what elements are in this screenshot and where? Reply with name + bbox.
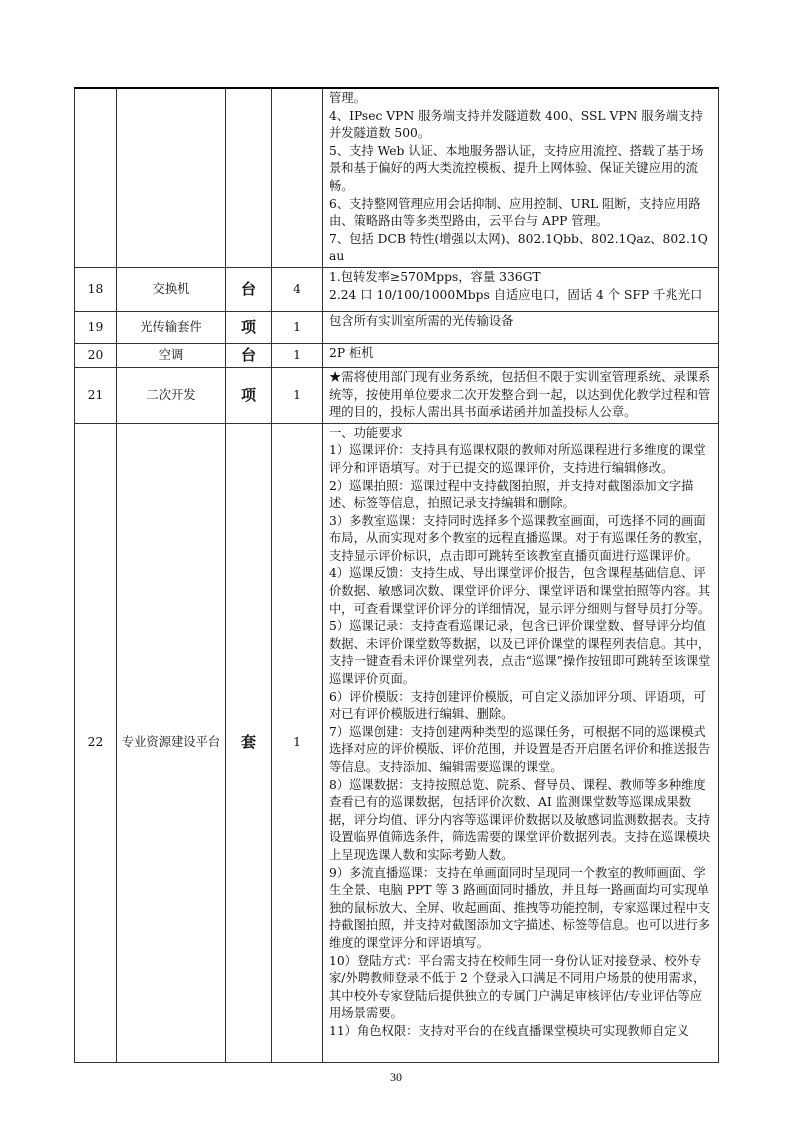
- page-number: 30: [390, 1069, 402, 1084]
- spec-line: 包含所有实训室所需的光传输设备: [329, 313, 514, 328]
- spec-line: 4）巡课反馈：支持生成、导出课堂评价报告，包含课程基础信息、评价数据、敏感词次数、课堂评价评分、课堂评语和课堂拍照等内容。其中，可查看课堂评价评分的详细情况，显示评分细则与督导员打分等。: [329, 566, 711, 616]
- spec-line: 管理。: [329, 91, 366, 105]
- spec-line: 4、IPsec VPN 服务端支持并发隧道数 400、SSL VPN 服务端支持并发隧道数 500。: [329, 108, 703, 141]
- table-row: [75, 367, 719, 423]
- cell-quantity: 1: [272, 423, 323, 1062]
- cell-unit: 台: [226, 343, 272, 367]
- cell-unit: [226, 88, 272, 267]
- table-row: [75, 343, 719, 367]
- spec-line: 1.包转发率≥570Mpps，容量 336GT: [329, 269, 541, 284]
- cell-item-number: 18: [75, 267, 117, 311]
- spec-line: 7）巡课创建：支持创建两种类型的巡课任务，可根据不同的巡课模式选择对应的评价模版、评价范围，并设置是否开启匿名评价和推送报告等信息。支持添加、编辑需要巡课的课堂。: [329, 724, 711, 774]
- table-body: [75, 88, 719, 1062]
- cell-specification: [323, 88, 719, 267]
- cell-item-name: 光传输套件: [117, 311, 226, 343]
- cell-item-number: 19: [75, 311, 117, 343]
- cell-specification: [323, 423, 719, 1062]
- table-row: [75, 88, 719, 267]
- spec-line: ★需将使用部门现有业务系统，包括但不限于实训室管理系统、录课系统等，按使用单位要求二次开发整合到一起，以达到优化教学过程和管理的目的，投标人需出具书面承诺函并加盖投标人公章。: [329, 369, 711, 420]
- cell-item-name: 交换机: [117, 267, 226, 311]
- spec-line: 5）巡课记录：支持查看巡课记录，包含已评价课堂数、督导评分均值数据、未评价课堂数等数据，以及已评价课堂的课程列表信息。其中，支持一键查看未评价课堂列表，点击“巡课”操作按钮即可跳转至该课堂巡课评价页面。: [329, 619, 711, 687]
- spec-line: 6）评价模版：支持创建评价模版，可自定义添加评分项、评语项，可对已有评价模版进行编辑、删除。: [329, 689, 706, 722]
- spec-line: 5、支持 Web 认证、本地服务器认证，支持应用流控、搭载了基于场景和基于偏好的两大类流控模板、提升上网体验、保证关键应用的流畅。: [329, 143, 704, 193]
- cell-quantity: 4: [272, 267, 323, 311]
- cell-quantity: 1: [272, 311, 323, 343]
- cell-item-name: 空调: [117, 343, 226, 367]
- spec-line: 11）角色权限：支持对平台的在线直播课堂模块可实现教师自定义: [329, 1023, 689, 1038]
- equipment-spec-table: [74, 87, 719, 1063]
- cell-item-number: [75, 88, 117, 267]
- spec-line: 10）登陆方式：平台需支持在校师生同一身份认证对接登录、校外专家/外聘教师登录不低于 2 个登录入口满足不同用户场景的使用需求，其中校外专家登陆后提供独立的专属门户满足审核评估/专业评估等应用场景需要。: [329, 953, 706, 1021]
- cell-unit: 项: [226, 367, 272, 423]
- cell-item-number: 20: [75, 343, 117, 367]
- spec-line: 9）多流直播巡课：支持在单画面同时呈现同一个教室的教师画面、学生全景、电脑 PPT 等 3 路画面同时播放，并且每一路画面均可实现单独的鼠标放大、全屏、收起画面、推拽等功能控制，专家巡课过程中支持截图拍照，并支持对截图添加文字描述、标签等信息。也可以进行多维度的课堂评分和评语填写。: [329, 865, 711, 950]
- cell-item-number: 22: [75, 423, 117, 1062]
- cell-quantity: 1: [272, 343, 323, 367]
- cell-item-name: 专业资源建设平台: [117, 423, 226, 1062]
- spec-line: 6、支持整网管理应用会话抑制、应用控制、URL 阻断，支持应用路由、策略路由等多类型路由，云平台与 APP 管理。: [329, 196, 701, 229]
- cell-specification: [323, 267, 719, 311]
- table-row: [75, 423, 719, 1062]
- cell-specification: [323, 367, 719, 423]
- cell-item-name: [117, 88, 226, 267]
- table-row: [75, 311, 719, 343]
- cell-unit: 套: [226, 423, 272, 1062]
- table-row: [75, 267, 719, 311]
- cell-item-number: 21: [75, 367, 117, 423]
- spec-line: 2.24 口 10/100/1000Mbps 自适应电口，固话 4 个 SFP 千兆光口: [329, 287, 703, 302]
- spec-line: 7、包括 DCB 特性(增强以太网)、802.1Qbb、802.1Qaz、802.1Qau: [329, 231, 708, 264]
- spec-line: 一、功能要求: [329, 425, 403, 440]
- spec-line: 1）巡课评价：支持具有巡课权限的教师对所巡课程进行多维度的课堂评分和评语填写。对于已提交的巡课评价，支持进行编辑修改。: [329, 443, 706, 475]
- spec-line: 3）多教室巡课：支持同时选择多个巡课教室画面，可选择不同的画面布局，从而实现对多个教室的远程直播巡课。对于有巡课任务的教室，支持显示评价标识，点击即可跳转至该教室直播页面进行巡课评价。: [329, 513, 711, 563]
- cell-quantity: [272, 88, 323, 267]
- cell-quantity: 1: [272, 367, 323, 423]
- spec-line: 2）巡课拍照：巡课过程中支持截图拍照，并支持对截图添加文字描述、标签等信息，拍照记录支持编辑和删除。: [329, 478, 694, 511]
- cell-specification: [323, 343, 719, 367]
- cell-specification: [323, 311, 719, 343]
- spec-line: 8）巡课数据：支持按照总览、院系、督导员、课程、教师等多种维度查看已有的巡课数据，包括评价次数、AI 监测课堂数等巡课成果数据，评分均值、评分内容等巡课评价数据以及敏感词监测数据表。支持设置临界值筛选条件，筛选需要的课堂评价数据列表。支持在巡课模块上呈现选课人数和实际考勤人数。: [329, 777, 711, 862]
- cell-item-name: 二次开发: [117, 367, 226, 423]
- cell-unit: 台: [226, 267, 272, 311]
- spec-line: 2P 柜机: [329, 345, 374, 360]
- cell-unit: 项: [226, 311, 272, 343]
